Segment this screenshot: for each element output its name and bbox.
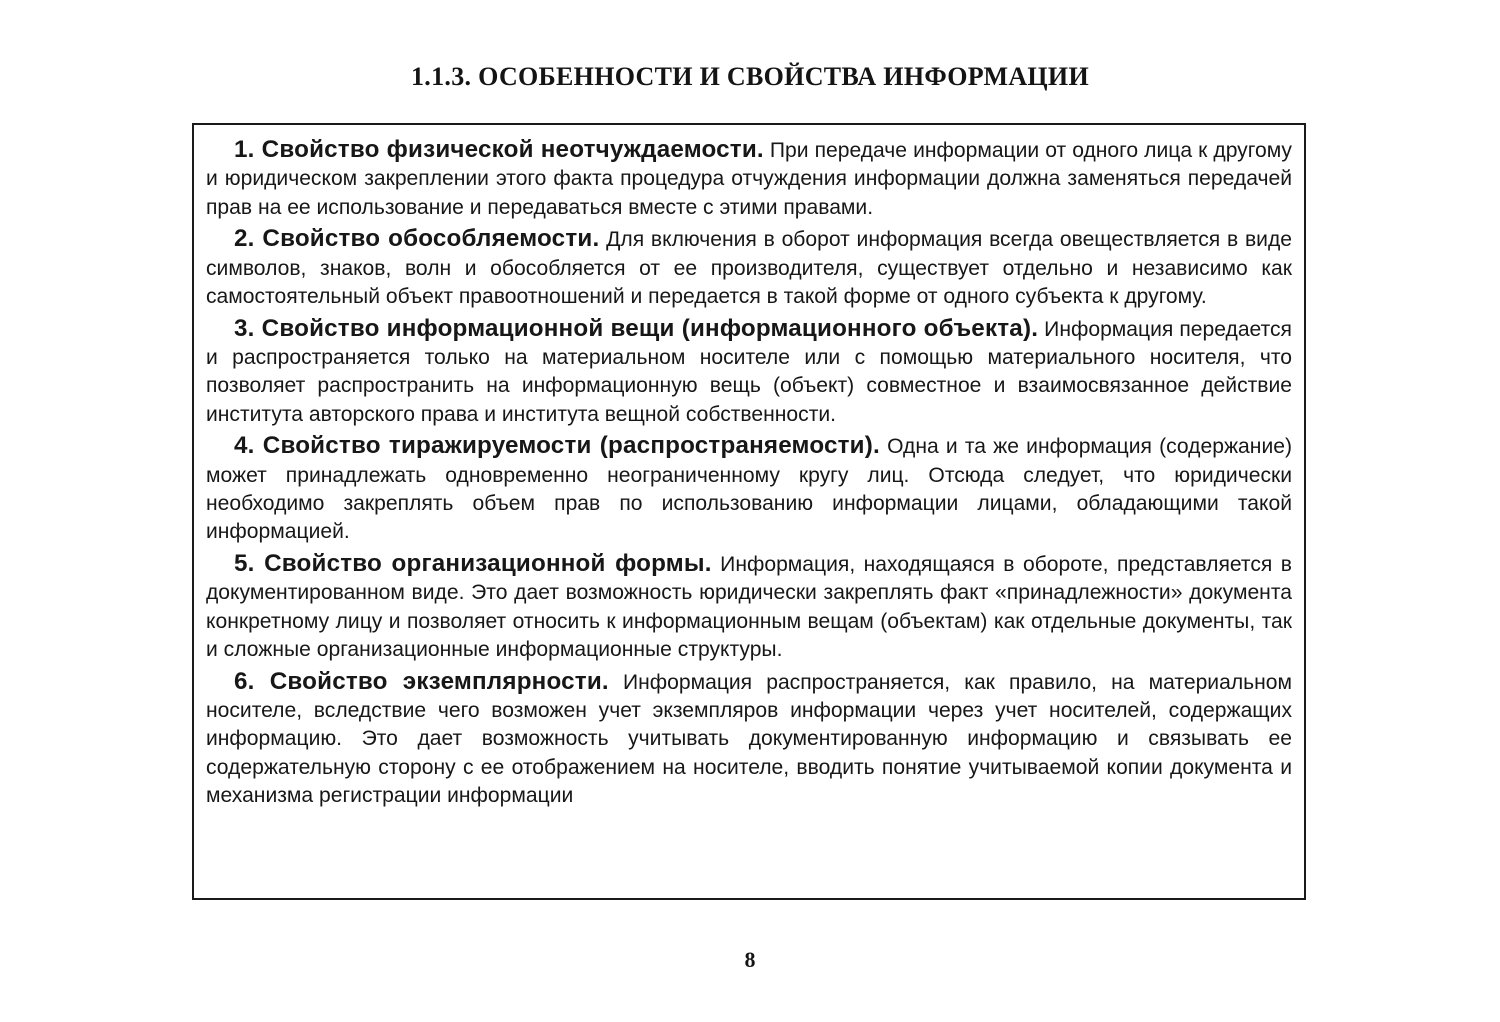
property-heading-1: 1. Свойство физической неотчуждаемости. bbox=[234, 136, 764, 163]
property-heading-6: 6. Свойство экземплярности. bbox=[234, 667, 609, 695]
properties-box bbox=[192, 123, 1306, 900]
property-heading-5: 5. Свойство организационной формы. bbox=[234, 550, 712, 578]
property-heading-4: 4. Свойство тиражируемости (распространяемости). bbox=[234, 432, 880, 460]
property-paragraph-2 bbox=[206, 225, 1292, 311]
property-text-3: Информация передается и распространяется только на материальном носителе или с помощью материального носителя, что позволяет распространить на информационную вещь (объект) совместное и взаимосвязанное действие института авторского права и института вещной собственности. bbox=[206, 317, 1292, 426]
property-paragraph-1 bbox=[206, 136, 1292, 222]
property-text-6: Информация распространяется, как правило, на материальном носителе, вследствие чего возможен учет экземпляров информации через учет носителей, содержащих информацию. Это дает возможность учитывать документированную информацию и связывать ее содержательную сторону с ее отображением на носителе, вводить понятие учитываемой копии документа и механизма регистрации информации bbox=[206, 670, 1292, 808]
property-paragraph-6 bbox=[206, 668, 1292, 810]
property-heading-2: 2. Свойство обособляемости. bbox=[234, 225, 600, 253]
property-heading-3: 3. Свойство информационной вещи (информационного объекта). bbox=[234, 314, 1039, 342]
page-title: 1.1.3. ОСОБЕННОСТИ И СВОЙСТВА ИНФОРМАЦИИ bbox=[411, 62, 1089, 91]
property-text-1: При передаче информации от одного лица к другому и юридическом закреплении этого факта процедура отчуждения информации должна заменяться передачей прав на ее использование и передаваться вместе с этими правами. bbox=[206, 139, 1292, 219]
property-paragraph-5 bbox=[206, 550, 1292, 664]
property-text-2: Для включения в оборот информация всегда овеществляется в виде символов, знаков, волн и обособляется от ее производителя, существует отдельно и независимо как самостоятельный объект правоотношений и передается в такой форме от одного субъекта к другому. bbox=[206, 228, 1292, 308]
page-number: 8 bbox=[744, 947, 756, 972]
property-paragraph-3 bbox=[206, 315, 1292, 429]
property-text-4: Одна и та же информация (содержание) может принадлежать одновременно неограниченному кругу лиц. Отсюда следует, что юридически необходимо закреплять объем прав по использованию информации лицами, обладающими такой информацией. bbox=[206, 435, 1292, 544]
property-paragraph-4 bbox=[206, 432, 1292, 546]
property-text-5: Информация, находящаяся в обороте, представляется в документированном виде. Это дает возможность юридически закреплять факт «принадлежности» документа конкретному лицу и позволяет относить к информационным вещам (объектам) как отдельные документы, так и сложные организационные информационные структуры. bbox=[206, 553, 1292, 662]
